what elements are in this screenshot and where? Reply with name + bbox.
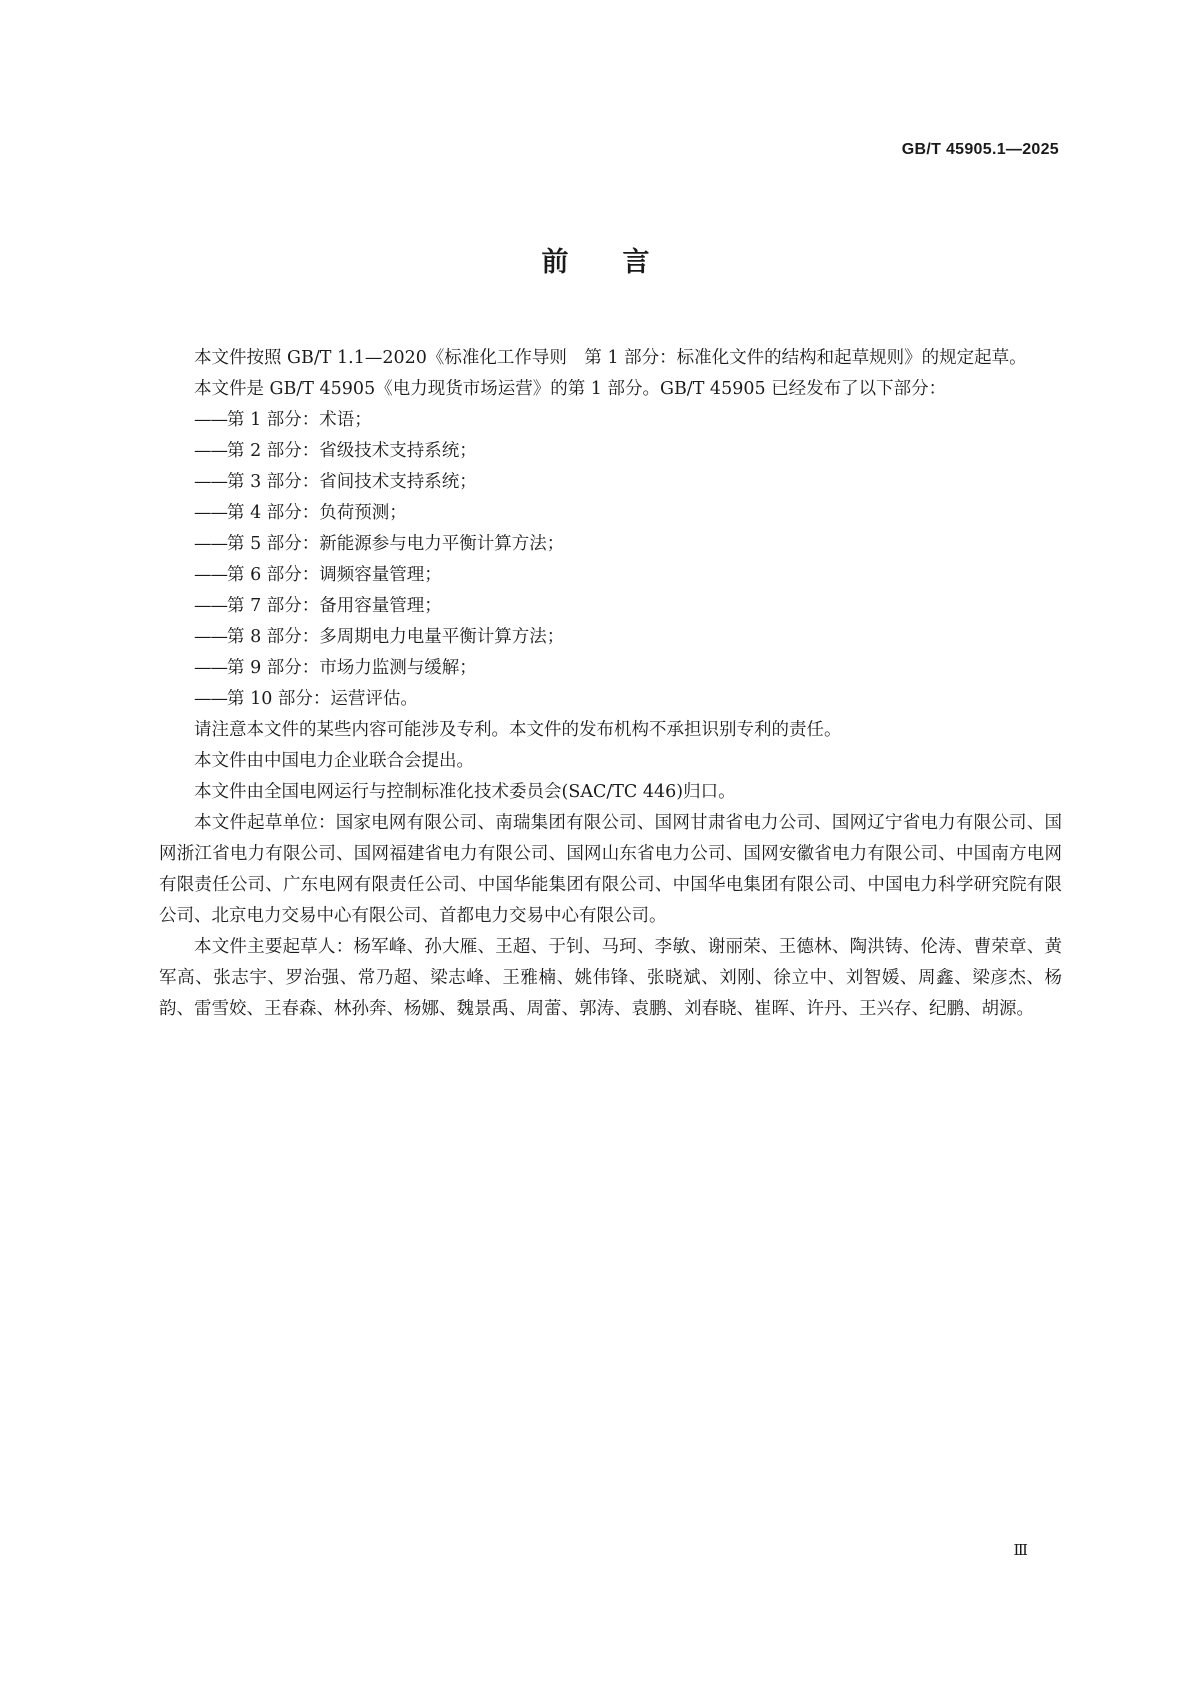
paragraph-drafting-units: 本文件起草单位：国家电网有限公司、南瑞集团有限公司、国网甘肃省电力公司、国网辽宁省电力有限公司、国网浙江省电力有限公司、国网福建省电力有限公司、国网山东省电力公司、国网安徽省电力有限公司、中国南方电网有限责任公司、广东电网有限责任公司、中国华能集团有限公司、中国华电集团有限公司、中国电力科学研究院有限公司、北京电力交易中心有限公司、首都电力交易中心有限公司。	[159, 813, 1062, 926]
list-dash: ——	[194, 658, 227, 678]
list-dash: ——	[194, 565, 227, 585]
part-label: 第 1 部分：术语；	[227, 410, 372, 430]
list-item	[159, 405, 1062, 436]
standard-code: GB/T 45905.1—2025	[901, 141, 1059, 158]
list-dash: ——	[194, 410, 227, 430]
list-item	[159, 436, 1062, 467]
paragraph-committee: 本文件由全国电网运行与控制标准化技术委员会(SAC/TC 446)归口。	[194, 782, 736, 802]
list-item	[159, 622, 1062, 653]
list-dash: ——	[194, 596, 227, 616]
paragraph-series-intro: 本文件是 GB/T 45905《电力现货市场运营》的第 1 部分。GB/T 45905 已经发布了以下部分：	[194, 379, 947, 399]
list-item	[159, 653, 1062, 684]
part-label: 第 7 部分：备用容量管理；	[227, 596, 442, 616]
list-item	[159, 467, 1062, 498]
preface-body	[159, 343, 1062, 1025]
paragraph-drafting-rules: 本文件按照 GB/T 1.1—2020《标准化工作导则 第 1 部分：标准化文件的结构和起草规则》的规定起草。	[194, 348, 1027, 368]
part-label: 第 9 部分：市场力监测与缓解；	[227, 658, 477, 678]
paragraph-proposer: 本文件由中国电力企业联合会提出。	[194, 751, 474, 771]
part-label: 第 10 部分：运营评估。	[227, 689, 418, 709]
list-dash: ——	[194, 627, 227, 647]
part-label: 第 4 部分：负荷预测；	[227, 503, 407, 523]
list-dash: ——	[194, 503, 227, 523]
list-item	[159, 498, 1062, 529]
part-label: 第 3 部分：省间技术支持系统；	[227, 472, 477, 492]
part-label: 第 8 部分：多周期电力电量平衡计算方法；	[227, 627, 565, 647]
list-dash: ——	[194, 472, 227, 492]
paragraph-patent-notice: 请注意本文件的某些内容可能涉及专利。本文件的发布机构不承担识别专利的责任。	[194, 720, 842, 740]
paragraph-drafters: 本文件主要起草人：杨军峰、孙大雁、王超、于钊、马珂、李敏、谢丽荣、王德林、陶洪铸、伦涛、曹荣章、黄军高、张志宇、罗治强、常乃超、梁志峰、王雅楠、姚伟锋、张晓斌、刘刚、徐立中、刘智媛、周鑫、梁彦杰、杨韵、雷雪姣、王春森、林孙奔、杨娜、魏景禹、周蕾、郭涛、袁鹏、刘春晓、崔晖、许丹、王兴存、纪鹏、胡源。	[159, 937, 1062, 1019]
list-item	[159, 591, 1062, 622]
parts-list	[159, 405, 1062, 715]
list-dash: ——	[194, 534, 227, 554]
part-label: 第 6 部分：调频容量管理；	[227, 565, 442, 585]
page-number: Ⅲ	[1013, 1541, 1028, 1559]
list-item	[159, 560, 1062, 591]
list-item	[159, 684, 1062, 715]
part-label: 第 2 部分：省级技术支持系统；	[227, 441, 477, 461]
list-dash: ——	[194, 441, 227, 461]
list-dash: ——	[194, 689, 227, 709]
page-title: 前言	[541, 247, 704, 278]
part-label: 第 5 部分：新能源参与电力平衡计算方法；	[227, 534, 565, 554]
list-item	[159, 529, 1062, 560]
